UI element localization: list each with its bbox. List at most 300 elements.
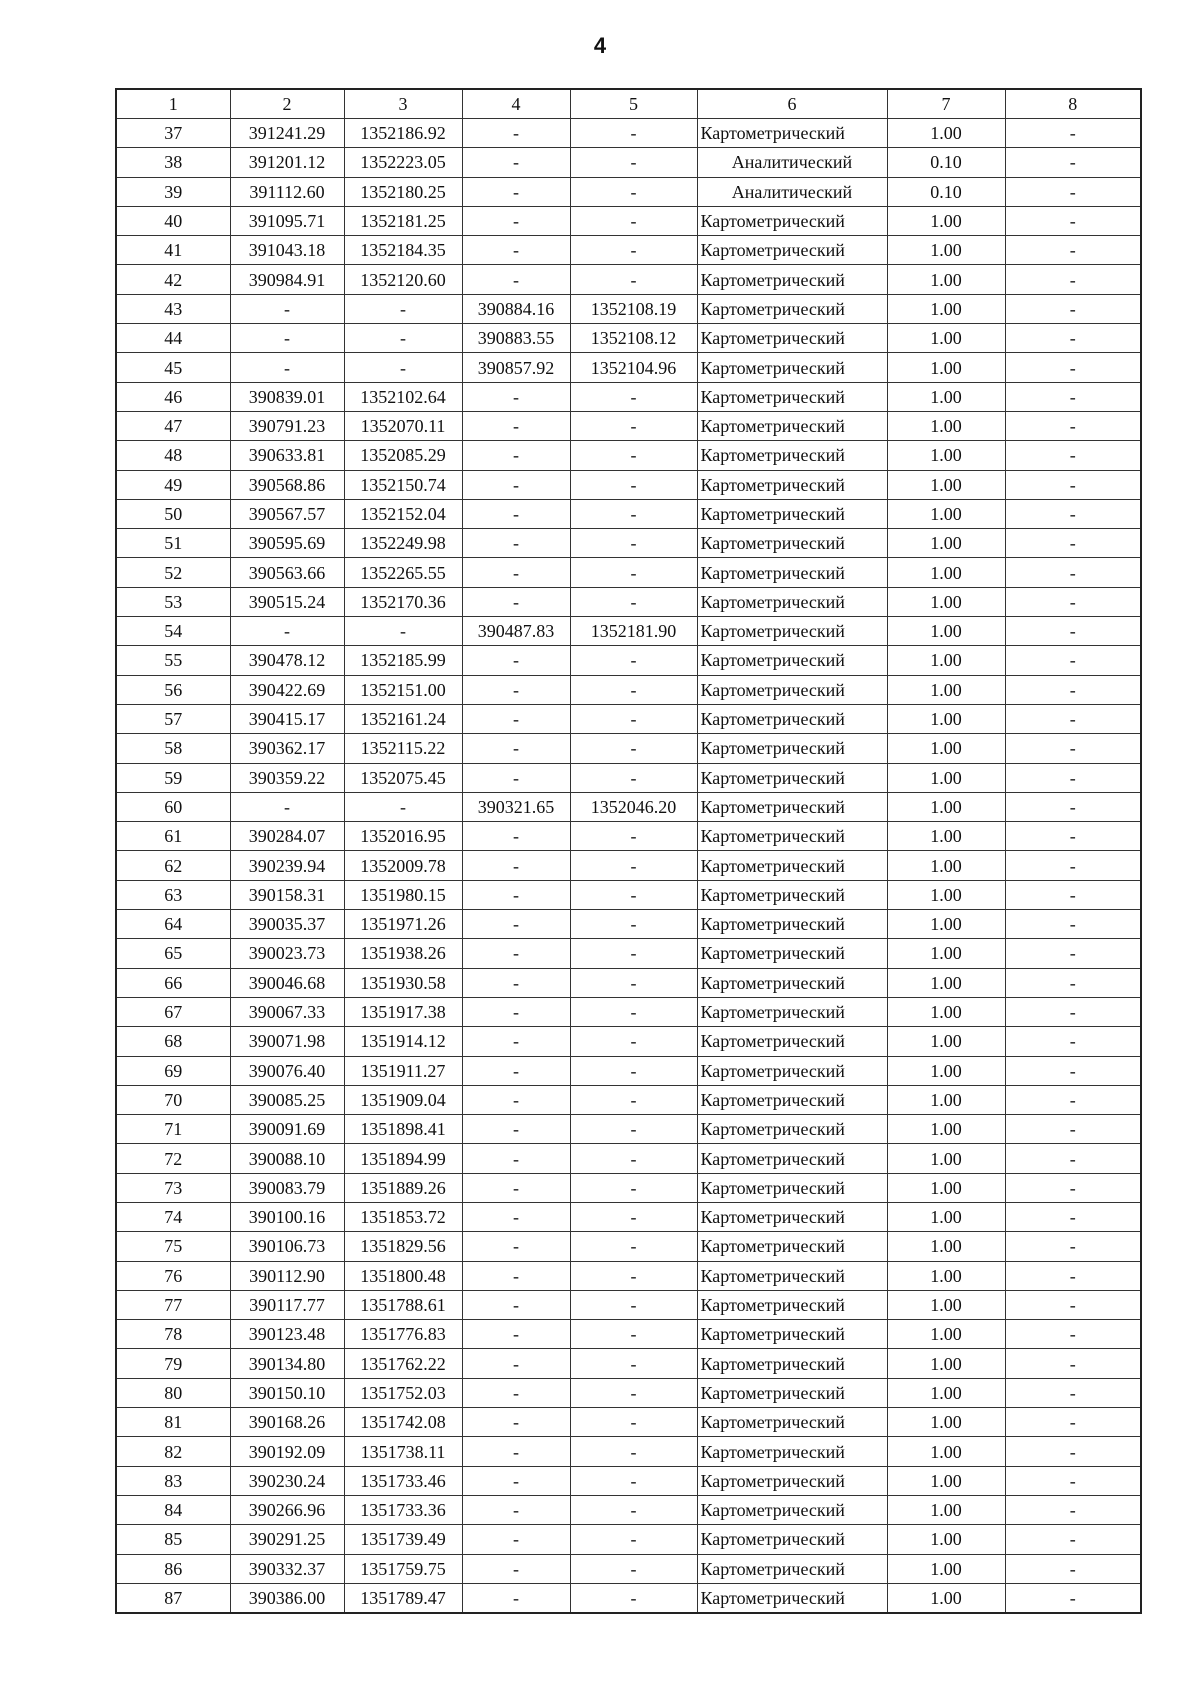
accuracy-cell: 1.00	[887, 704, 1005, 733]
accuracy-cell: 1.00	[887, 1027, 1005, 1056]
x-alt-coordinate-cell: -	[462, 236, 570, 265]
accuracy-cell: 1.00	[887, 441, 1005, 470]
method-cell: Картометрический	[697, 1408, 887, 1437]
method-cell: Аналитический	[697, 148, 887, 177]
point-number-cell: 39	[116, 177, 230, 206]
accuracy-cell: 1.00	[887, 206, 1005, 235]
method-cell: Картометрический	[697, 1232, 887, 1261]
method-cell: Картометрический	[697, 1115, 887, 1144]
x-alt-coordinate-cell: -	[462, 206, 570, 235]
x-alt-coordinate-cell: -	[462, 1408, 570, 1437]
point-number-cell: 37	[116, 119, 230, 148]
method-cell: Картометрический	[697, 646, 887, 675]
y-coordinate-cell: 1352184.35	[344, 236, 462, 265]
y-coordinate-cell: 1352186.92	[344, 119, 462, 148]
x-alt-coordinate-cell: -	[462, 1115, 570, 1144]
note-cell: -	[1005, 1349, 1141, 1378]
method-cell: Картометрический	[697, 1056, 887, 1085]
x-coordinate-cell: 390515.24	[230, 587, 344, 616]
x-alt-coordinate-cell: -	[462, 1525, 570, 1554]
column-header: 1	[116, 89, 230, 119]
x-coordinate-cell: 390150.10	[230, 1378, 344, 1407]
accuracy-cell: 1.00	[887, 1232, 1005, 1261]
accuracy-cell: 1.00	[887, 1085, 1005, 1114]
y-alt-coordinate-cell: -	[570, 529, 697, 558]
y-coordinate-cell: 1351788.61	[344, 1290, 462, 1319]
point-number-cell: 80	[116, 1378, 230, 1407]
y-alt-coordinate-cell: -	[570, 148, 697, 177]
y-alt-coordinate-cell: -	[570, 587, 697, 616]
table-row	[116, 1554, 1141, 1583]
y-coordinate-cell: 1351898.41	[344, 1115, 462, 1144]
note-cell: -	[1005, 939, 1141, 968]
x-alt-coordinate-cell: 390487.83	[462, 617, 570, 646]
x-alt-coordinate-cell: -	[462, 1583, 570, 1613]
x-coordinate-cell: 390085.25	[230, 1085, 344, 1114]
method-cell: Картометрический	[697, 587, 887, 616]
point-number-cell: 42	[116, 265, 230, 294]
y-alt-coordinate-cell: -	[570, 851, 697, 880]
x-alt-coordinate-cell: -	[462, 1261, 570, 1290]
method-cell: Картометрический	[697, 910, 887, 939]
method-cell: Картометрический	[697, 236, 887, 265]
method-cell: Картометрический	[697, 968, 887, 997]
x-alt-coordinate-cell: -	[462, 119, 570, 148]
table-row	[116, 1437, 1141, 1466]
y-alt-coordinate-cell: -	[570, 1173, 697, 1202]
accuracy-cell: 1.00	[887, 880, 1005, 909]
x-coordinate-cell: 390076.40	[230, 1056, 344, 1085]
y-alt-coordinate-cell: -	[570, 558, 697, 587]
point-number-cell: 76	[116, 1261, 230, 1290]
y-alt-coordinate-cell: -	[570, 265, 697, 294]
y-coordinate-cell: 1351914.12	[344, 1027, 462, 1056]
point-number-cell: 63	[116, 880, 230, 909]
y-coordinate-cell: 1352009.78	[344, 851, 462, 880]
table-row	[116, 617, 1141, 646]
y-alt-coordinate-cell: -	[570, 763, 697, 792]
method-cell: Картометрический	[697, 1378, 887, 1407]
y-alt-coordinate-cell: 1352046.20	[570, 792, 697, 821]
point-number-cell: 81	[116, 1408, 230, 1437]
x-coordinate-cell: 390083.79	[230, 1173, 344, 1202]
table-row	[116, 997, 1141, 1026]
method-cell: Картометрический	[697, 265, 887, 294]
x-alt-coordinate-cell: -	[462, 558, 570, 587]
point-number-cell: 62	[116, 851, 230, 880]
y-alt-coordinate-cell: -	[570, 1056, 697, 1085]
x-coordinate-cell: -	[230, 792, 344, 821]
note-cell: -	[1005, 206, 1141, 235]
table-row	[116, 294, 1141, 323]
x-alt-coordinate-cell: 390884.16	[462, 294, 570, 323]
y-alt-coordinate-cell: -	[570, 119, 697, 148]
header-row	[116, 89, 1141, 119]
y-coordinate-cell: -	[344, 792, 462, 821]
accuracy-cell: 1.00	[887, 324, 1005, 353]
y-alt-coordinate-cell: 1352108.12	[570, 324, 697, 353]
accuracy-cell: 1.00	[887, 851, 1005, 880]
point-number-cell: 79	[116, 1349, 230, 1378]
x-coordinate-cell: 390023.73	[230, 939, 344, 968]
point-number-cell: 73	[116, 1173, 230, 1202]
note-cell: -	[1005, 1583, 1141, 1613]
point-number-cell: 72	[116, 1144, 230, 1173]
x-coordinate-cell: 390123.48	[230, 1320, 344, 1349]
y-alt-coordinate-cell: -	[570, 646, 697, 675]
note-cell: -	[1005, 1437, 1141, 1466]
note-cell: -	[1005, 353, 1141, 382]
point-number-cell: 53	[116, 587, 230, 616]
x-alt-coordinate-cell: -	[462, 1027, 570, 1056]
note-cell: -	[1005, 646, 1141, 675]
y-alt-coordinate-cell: -	[570, 499, 697, 528]
point-number-cell: 71	[116, 1115, 230, 1144]
accuracy-cell: 1.00	[887, 1320, 1005, 1349]
note-cell: -	[1005, 1408, 1141, 1437]
table-row	[116, 1349, 1141, 1378]
table-row	[116, 382, 1141, 411]
x-coordinate-cell: 391201.12	[230, 148, 344, 177]
x-coordinate-cell: 390633.81	[230, 441, 344, 470]
table-row	[116, 353, 1141, 382]
x-coordinate-cell: -	[230, 617, 344, 646]
x-coordinate-cell: 390386.00	[230, 1583, 344, 1613]
y-alt-coordinate-cell: -	[570, 177, 697, 206]
x-coordinate-cell: 390332.37	[230, 1554, 344, 1583]
y-coordinate-cell: 1351742.08	[344, 1408, 462, 1437]
x-alt-coordinate-cell: -	[462, 499, 570, 528]
x-coordinate-cell: 390168.26	[230, 1408, 344, 1437]
method-cell: Картометрический	[697, 1144, 887, 1173]
accuracy-cell: 1.00	[887, 939, 1005, 968]
point-number-cell: 54	[116, 617, 230, 646]
column-header: 7	[887, 89, 1005, 119]
x-coordinate-cell: 390046.68	[230, 968, 344, 997]
x-coordinate-cell: 390359.22	[230, 763, 344, 792]
accuracy-cell: 1.00	[887, 1495, 1005, 1524]
y-coordinate-cell: 1352070.11	[344, 411, 462, 440]
note-cell: -	[1005, 1115, 1141, 1144]
x-alt-coordinate-cell: -	[462, 1056, 570, 1085]
table-row	[116, 1408, 1141, 1437]
point-number-cell: 55	[116, 646, 230, 675]
method-cell: Картометрический	[697, 1466, 887, 1495]
y-alt-coordinate-cell: -	[570, 675, 697, 704]
x-alt-coordinate-cell: -	[462, 1495, 570, 1524]
x-coordinate-cell: 391241.29	[230, 119, 344, 148]
accuracy-cell: 1.00	[887, 968, 1005, 997]
accuracy-cell: 1.00	[887, 529, 1005, 558]
method-cell: Картометрический	[697, 558, 887, 587]
y-alt-coordinate-cell: -	[570, 1466, 697, 1495]
note-cell: -	[1005, 1085, 1141, 1114]
x-coordinate-cell: 390091.69	[230, 1115, 344, 1144]
point-number-cell: 65	[116, 939, 230, 968]
y-alt-coordinate-cell: -	[570, 1437, 697, 1466]
x-coordinate-cell: -	[230, 324, 344, 353]
note-cell: -	[1005, 1290, 1141, 1319]
table-body	[116, 119, 1141, 1614]
point-number-cell: 78	[116, 1320, 230, 1349]
point-number-cell: 74	[116, 1202, 230, 1231]
note-cell: -	[1005, 704, 1141, 733]
accuracy-cell: 1.00	[887, 294, 1005, 323]
y-alt-coordinate-cell: -	[570, 236, 697, 265]
note-cell: -	[1005, 1495, 1141, 1524]
accuracy-cell: 1.00	[887, 1583, 1005, 1613]
method-cell: Картометрический	[697, 939, 887, 968]
y-alt-coordinate-cell: -	[570, 206, 697, 235]
x-coordinate-cell: 390158.31	[230, 880, 344, 909]
x-alt-coordinate-cell: -	[462, 382, 570, 411]
accuracy-cell: 1.00	[887, 675, 1005, 704]
x-coordinate-cell: 390117.77	[230, 1290, 344, 1319]
accuracy-cell: 1.00	[887, 792, 1005, 821]
point-number-cell: 38	[116, 148, 230, 177]
x-alt-coordinate-cell: -	[462, 763, 570, 792]
point-number-cell: 40	[116, 206, 230, 235]
table-row	[116, 1173, 1141, 1202]
table-row	[116, 792, 1141, 821]
accuracy-cell: 1.00	[887, 119, 1005, 148]
point-number-cell: 59	[116, 763, 230, 792]
y-alt-coordinate-cell: 1352108.19	[570, 294, 697, 323]
y-alt-coordinate-cell: -	[570, 1144, 697, 1173]
method-cell: Картометрический	[697, 1261, 887, 1290]
x-alt-coordinate-cell: -	[462, 704, 570, 733]
note-cell: -	[1005, 734, 1141, 763]
y-coordinate-cell: 1352120.60	[344, 265, 462, 294]
x-coordinate-cell: 391043.18	[230, 236, 344, 265]
accuracy-cell: 1.00	[887, 499, 1005, 528]
note-cell: -	[1005, 294, 1141, 323]
x-coordinate-cell: 390595.69	[230, 529, 344, 558]
point-number-cell: 46	[116, 382, 230, 411]
x-coordinate-cell: 390567.57	[230, 499, 344, 528]
note-cell: -	[1005, 1202, 1141, 1231]
accuracy-cell: 1.00	[887, 734, 1005, 763]
x-coordinate-cell: 390362.17	[230, 734, 344, 763]
note-cell: -	[1005, 675, 1141, 704]
y-coordinate-cell: 1351762.22	[344, 1349, 462, 1378]
x-alt-coordinate-cell: -	[462, 910, 570, 939]
note-cell: -	[1005, 324, 1141, 353]
x-coordinate-cell: 390071.98	[230, 1027, 344, 1056]
note-cell: -	[1005, 763, 1141, 792]
point-number-cell: 66	[116, 968, 230, 997]
point-number-cell: 70	[116, 1085, 230, 1114]
method-cell: Картометрический	[697, 499, 887, 528]
y-alt-coordinate-cell: -	[570, 1349, 697, 1378]
y-alt-coordinate-cell: 1352104.96	[570, 353, 697, 382]
table-row	[116, 529, 1141, 558]
point-number-cell: 87	[116, 1583, 230, 1613]
note-cell: -	[1005, 382, 1141, 411]
y-alt-coordinate-cell: -	[570, 1202, 697, 1231]
x-alt-coordinate-cell: -	[462, 1202, 570, 1231]
method-cell: Картометрический	[697, 206, 887, 235]
x-coordinate-cell: 390067.33	[230, 997, 344, 1026]
note-cell: -	[1005, 529, 1141, 558]
accuracy-cell: 1.00	[887, 1378, 1005, 1407]
point-number-cell: 84	[116, 1495, 230, 1524]
page-number: 4	[593, 33, 607, 58]
method-cell: Картометрический	[697, 1027, 887, 1056]
y-coordinate-cell: 1351894.99	[344, 1144, 462, 1173]
point-number-cell: 85	[116, 1525, 230, 1554]
accuracy-cell: 1.00	[887, 353, 1005, 382]
y-coordinate-cell: 1352085.29	[344, 441, 462, 470]
y-alt-coordinate-cell: -	[570, 1027, 697, 1056]
y-coordinate-cell: 1352115.22	[344, 734, 462, 763]
point-number-cell: 52	[116, 558, 230, 587]
accuracy-cell: 1.00	[887, 411, 1005, 440]
column-header: 3	[344, 89, 462, 119]
table-row	[116, 734, 1141, 763]
method-cell: Картометрический	[697, 1525, 887, 1554]
method-cell: Картометрический	[697, 734, 887, 763]
point-number-cell: 43	[116, 294, 230, 323]
accuracy-cell: 1.00	[887, 1408, 1005, 1437]
table-row	[116, 1202, 1141, 1231]
note-cell: -	[1005, 558, 1141, 587]
y-coordinate-cell: 1351789.47	[344, 1583, 462, 1613]
table-row	[116, 265, 1141, 294]
accuracy-cell: 0.10	[887, 148, 1005, 177]
table-row	[116, 910, 1141, 939]
x-coordinate-cell: 390112.90	[230, 1261, 344, 1290]
y-coordinate-cell: 1351738.11	[344, 1437, 462, 1466]
point-number-cell: 49	[116, 470, 230, 499]
y-alt-coordinate-cell: -	[570, 734, 697, 763]
point-number-cell: 56	[116, 675, 230, 704]
note-cell: -	[1005, 441, 1141, 470]
y-coordinate-cell: 1352161.24	[344, 704, 462, 733]
y-coordinate-cell: 1351980.15	[344, 880, 462, 909]
note-cell: -	[1005, 1378, 1141, 1407]
table-row	[116, 324, 1141, 353]
y-coordinate-cell: 1351800.48	[344, 1261, 462, 1290]
accuracy-cell: 1.00	[887, 1466, 1005, 1495]
x-alt-coordinate-cell: -	[462, 265, 570, 294]
y-coordinate-cell: 1352249.98	[344, 529, 462, 558]
accuracy-cell: 1.00	[887, 646, 1005, 675]
x-coordinate-cell: 390284.07	[230, 822, 344, 851]
x-alt-coordinate-cell: -	[462, 1349, 570, 1378]
y-alt-coordinate-cell: -	[570, 1320, 697, 1349]
point-number-cell: 69	[116, 1056, 230, 1085]
method-cell: Картометрический	[697, 704, 887, 733]
point-number-cell: 82	[116, 1437, 230, 1466]
y-alt-coordinate-cell: -	[570, 382, 697, 411]
method-cell: Картометрический	[697, 792, 887, 821]
accuracy-cell: 1.00	[887, 910, 1005, 939]
accuracy-cell: 1.00	[887, 617, 1005, 646]
point-number-cell: 61	[116, 822, 230, 851]
y-coordinate-cell: 1352181.25	[344, 206, 462, 235]
column-header: 4	[462, 89, 570, 119]
y-coordinate-cell: 1351739.49	[344, 1525, 462, 1554]
point-number-cell: 51	[116, 529, 230, 558]
x-coordinate-cell: 390035.37	[230, 910, 344, 939]
note-cell: -	[1005, 880, 1141, 909]
table-row	[116, 851, 1141, 880]
x-alt-coordinate-cell: 390321.65	[462, 792, 570, 821]
method-cell: Картометрический	[697, 997, 887, 1026]
x-alt-coordinate-cell: -	[462, 1437, 570, 1466]
accuracy-cell: 1.00	[887, 265, 1005, 294]
y-coordinate-cell: 1351776.83	[344, 1320, 462, 1349]
table-row	[116, 646, 1141, 675]
method-cell: Картометрический	[697, 1173, 887, 1202]
y-coordinate-cell: 1351733.46	[344, 1466, 462, 1495]
x-coordinate-cell: 390563.66	[230, 558, 344, 587]
note-cell: -	[1005, 148, 1141, 177]
note-cell: -	[1005, 411, 1141, 440]
table-row	[116, 558, 1141, 587]
note-cell: -	[1005, 1144, 1141, 1173]
point-number-cell: 83	[116, 1466, 230, 1495]
method-cell: Картометрический	[697, 1554, 887, 1583]
method-cell: Картометрический	[697, 470, 887, 499]
table-row	[116, 1583, 1141, 1613]
note-cell: -	[1005, 119, 1141, 148]
point-number-cell: 64	[116, 910, 230, 939]
x-coordinate-cell: 390422.69	[230, 675, 344, 704]
y-alt-coordinate-cell: -	[570, 1232, 697, 1261]
y-coordinate-cell: -	[344, 294, 462, 323]
x-coordinate-cell: 390239.94	[230, 851, 344, 880]
method-cell: Картометрический	[697, 1202, 887, 1231]
method-cell: Картометрический	[697, 353, 887, 382]
point-number-cell: 58	[116, 734, 230, 763]
y-alt-coordinate-cell: -	[570, 441, 697, 470]
note-cell: -	[1005, 1320, 1141, 1349]
method-cell: Картометрический	[697, 822, 887, 851]
method-cell: Картометрический	[697, 851, 887, 880]
x-alt-coordinate-cell: -	[462, 587, 570, 616]
y-coordinate-cell: 1351938.26	[344, 939, 462, 968]
method-cell: Картометрический	[697, 763, 887, 792]
x-alt-coordinate-cell: -	[462, 675, 570, 704]
accuracy-cell: 1.00	[887, 822, 1005, 851]
x-coordinate-cell: 390106.73	[230, 1232, 344, 1261]
y-alt-coordinate-cell: -	[570, 1378, 697, 1407]
y-coordinate-cell: 1351853.72	[344, 1202, 462, 1231]
y-coordinate-cell: 1352185.99	[344, 646, 462, 675]
x-alt-coordinate-cell: -	[462, 470, 570, 499]
y-coordinate-cell: 1352223.05	[344, 148, 462, 177]
table-row	[116, 675, 1141, 704]
note-cell: -	[1005, 822, 1141, 851]
x-alt-coordinate-cell: -	[462, 1290, 570, 1319]
method-cell: Картометрический	[697, 1290, 887, 1319]
accuracy-cell: 1.00	[887, 470, 1005, 499]
y-coordinate-cell: 1351930.58	[344, 968, 462, 997]
y-coordinate-cell: -	[344, 353, 462, 382]
table-row	[116, 587, 1141, 616]
x-coordinate-cell: 390100.16	[230, 1202, 344, 1231]
x-coordinate-cell: 390984.91	[230, 265, 344, 294]
y-coordinate-cell: 1352016.95	[344, 822, 462, 851]
y-coordinate-cell: 1351917.38	[344, 997, 462, 1026]
method-cell: Картометрический	[697, 1495, 887, 1524]
note-cell: -	[1005, 851, 1141, 880]
method-cell: Картометрический	[697, 411, 887, 440]
y-alt-coordinate-cell: -	[570, 1583, 697, 1613]
method-cell: Картометрический	[697, 1583, 887, 1613]
